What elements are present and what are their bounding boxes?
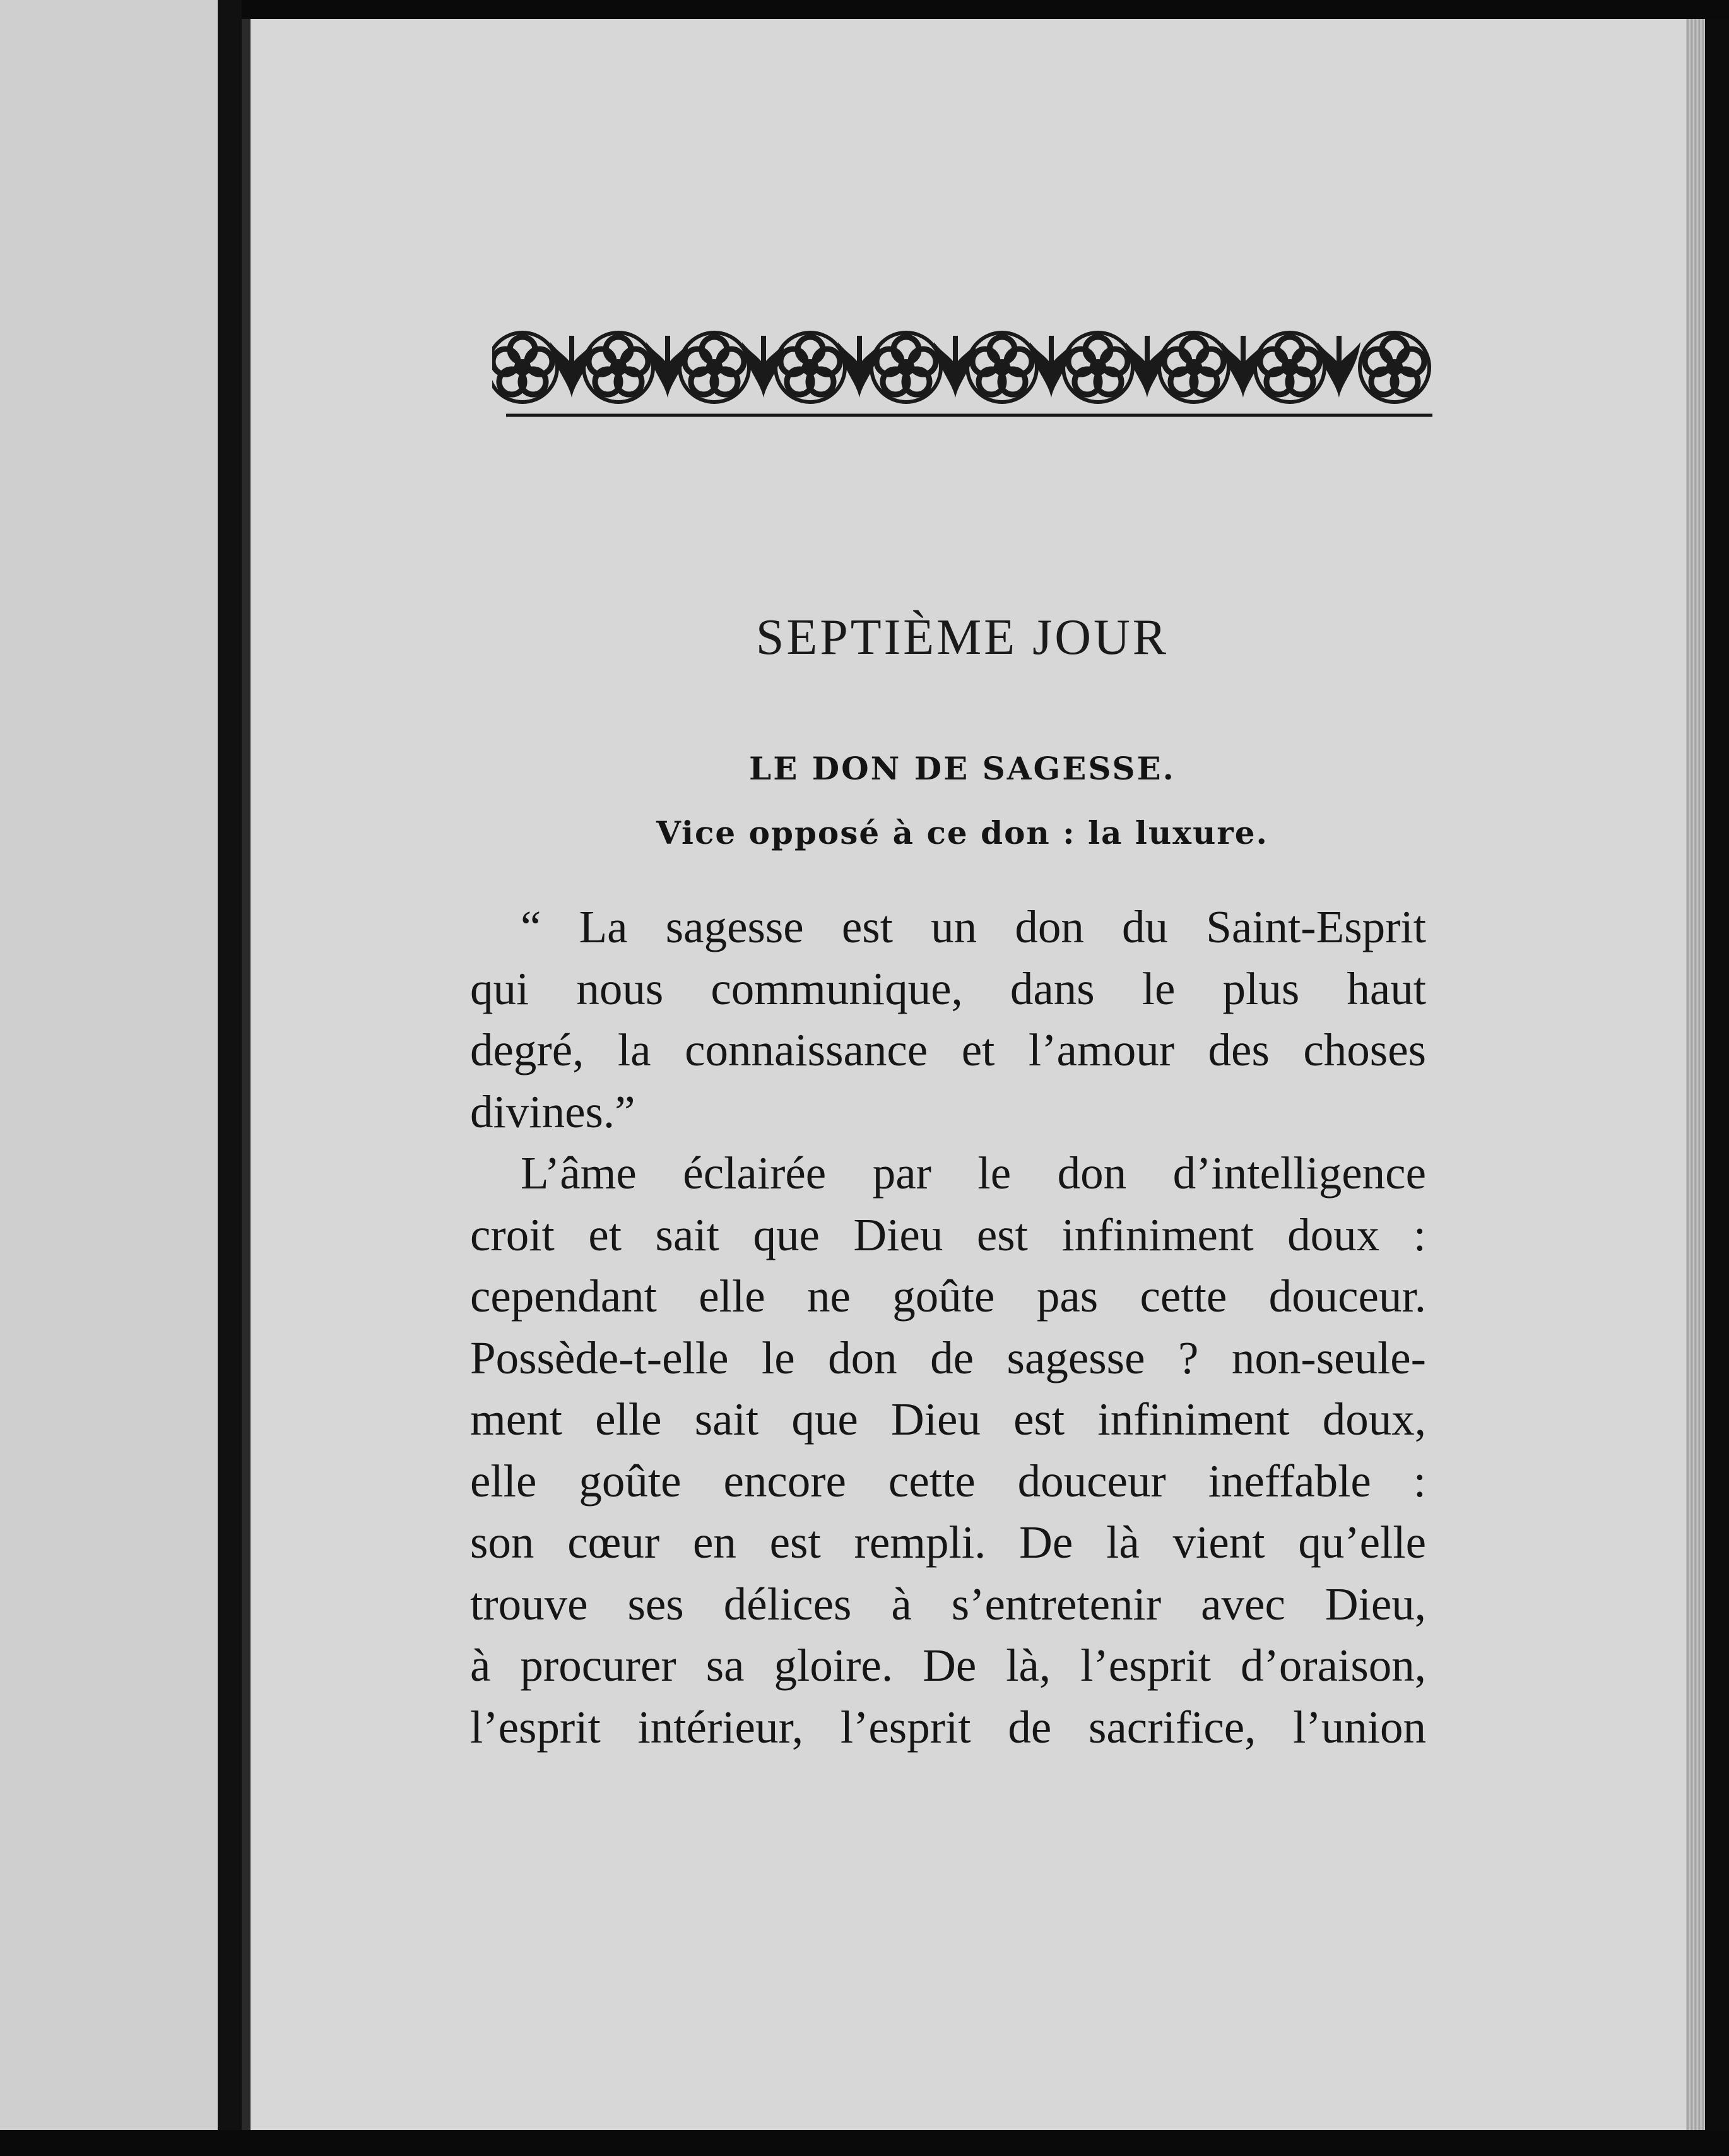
text-line: degré, la connaissance et l’amour des choses — [470, 1024, 1426, 1075]
ornament-motifs — [492, 333, 1429, 402]
text-line: croit et sait que Dieu est infiniment doux : — [470, 1209, 1426, 1260]
paragraph-main — [470, 1142, 1426, 1758]
section-title: LE DON DE SAGESSE. — [749, 750, 1176, 787]
scan-border-bottom — [0, 2130, 1729, 2156]
chapter-heading: SEPTIÈME JOUR — [755, 610, 1169, 665]
text-line: cependant elle ne goûte pas cette douceur. — [470, 1270, 1426, 1322]
section-subtitle: Vice opposé à ce don : la luxure. — [656, 814, 1268, 851]
facing-page-edge — [218, 0, 242, 2156]
paragraph-quote — [470, 896, 1426, 1142]
text-line: “ La sagesse est un don du Saint-Esprit — [521, 901, 1426, 952]
text-line: divines.” — [470, 1086, 635, 1137]
text-line: à procurer sa gloire. De là, l’esprit d’oraison, — [470, 1640, 1426, 1691]
page-edge-stack — [1686, 19, 1705, 2130]
text-line: qui nous communique, dans le plus haut — [470, 962, 1426, 1014]
text-line: l’esprit intérieur, l’esprit de sacrifice, l’union — [470, 1701, 1426, 1753]
body-text — [470, 896, 1426, 1758]
text-line: L’âme éclairée par le don d’intelligence — [521, 1147, 1426, 1199]
text-line: elle goûte encore cette douceur ineffable : — [470, 1455, 1426, 1507]
text-line: trouve ses délices à s’entretenir avec Dieu, — [470, 1578, 1426, 1630]
scan-border-top — [242, 0, 1729, 19]
book-gutter — [242, 19, 251, 2130]
facing-page — [0, 0, 218, 2156]
text-line: ment elle sait que Dieu est infiniment doux, — [470, 1394, 1426, 1445]
text-line: son cœur en est rempli. De là vient qu’elle — [470, 1517, 1426, 1568]
ornament-border — [492, 322, 1432, 423]
text-line: Possède-t-elle le don de sagesse ? non-seule- — [470, 1332, 1426, 1383]
